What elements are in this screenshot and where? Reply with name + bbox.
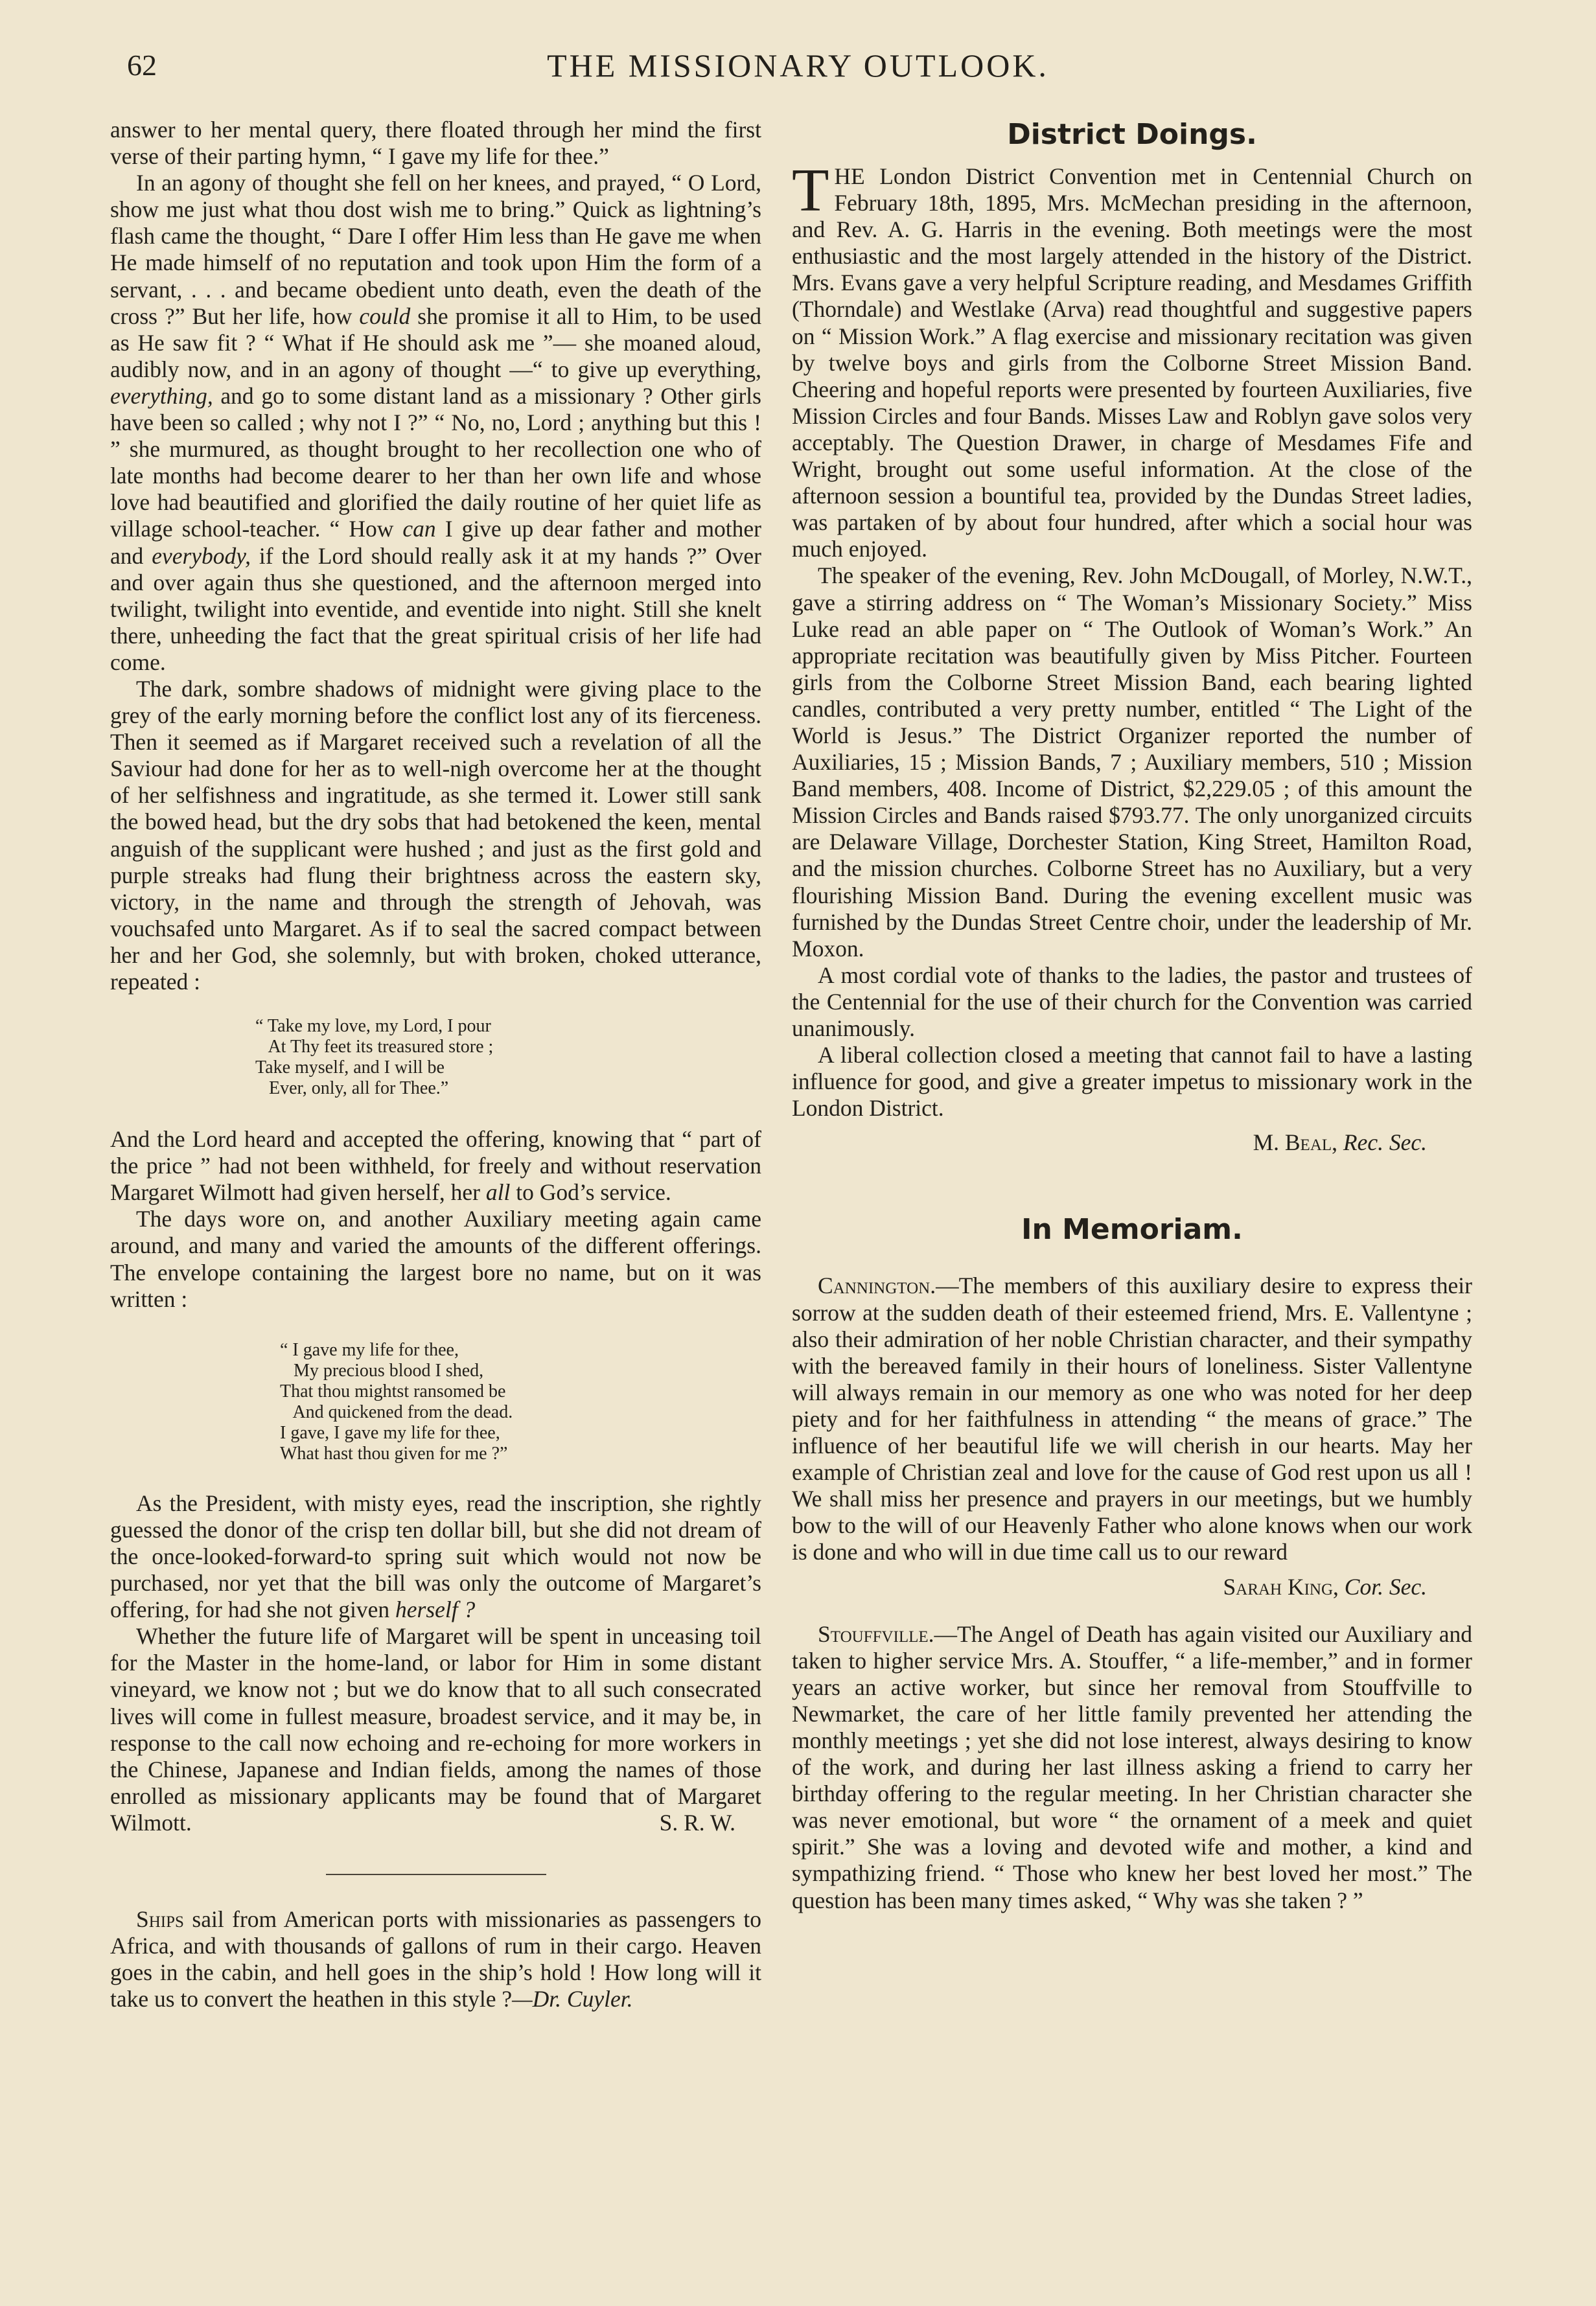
paragraph: The dark, sombre shadows of midnight were giving place to the grey of the early morning before the conflict lost any of its fierceness. Then it seemed as if Margaret received such a revelation of all the Saviour had done for her as to well-nigh overcome her at the thought of her selfishness and ingratitude, as she termed it. Lower still sank the bowed head, but the dry sobs that had betokened the keen, mental anguish of the supplicant were hushed ; and just as the first gold and purple streaks had flung their brightness across the eastern sky, victory, in the name and through the strength of Jehovah, was vouchsafed unto Margaret. As if to seal the sacred compact between her and her God, she solemnly, but with broken, choked utterance, repeated :: [110, 675, 761, 995]
paragraph: A liberal collection closed a meeting that cannot fail to have a lasting influence for good, and give a greater impetus to missionary work in the London District.: [792, 1042, 1472, 1122]
verse-line: I gave, I gave my life for thee,: [280, 1422, 500, 1443]
drop-cap: T: [792, 157, 829, 224]
verse-line: “ I gave my life for thee,: [280, 1339, 459, 1360]
quote-paragraph: Ships sail from American ports with missionaries as passengers to Africa, and with thousands of gallons of rum in their cargo. Heaven goes in the cabin, and hell goes in the ship’s hold ! How long will it take us to convert the heathen in this style ?—Dr. Cuyler.: [110, 1906, 761, 2012]
verse-line: What hast thou given for me ?”: [280, 1443, 508, 1464]
running-head: THE MISSIONARY OUTLOOK.: [547, 47, 1049, 84]
verse-line: Ever, only, all for Thee.”: [255, 1078, 449, 1099]
paragraph: As the President, with misty eyes, read the inscription, she rightly guessed the donor of the crisp ten dollar bill, but she did not dream of the once-looked-forward-to spring suit which would not now be purchased, nor yet that the bill was only the outcome of Margaret’s offering, for had she not given herself ?: [110, 1490, 761, 1623]
page-number: 62: [127, 49, 157, 82]
verse-line: That thou mightst ransomed be: [280, 1381, 506, 1401]
verse-line: At Thy feet its treasured store ;: [255, 1037, 494, 1057]
paragraph: The days wore on, and another Auxiliary meeting again came around, and many and varied the amounts of the different offerings. The envelope containing the largest bore no name, but on it was written :: [110, 1206, 761, 1312]
verse-line: And quickened from the dead.: [280, 1401, 513, 1422]
paragraph: Whether the future life of Margaret will be spent in unceasing toil for the Master in the home-land, or labor for Him in some distant vineyard, we know not ; but we do know that to all such consecrated lives will come in fullest measure, broadest service, and it may be, in response to the call now echoing and re-echoing for more workers in the Chinese, Japanese and Indian fields, among the names of those enrolled as missionary applicants may be found that of Margaret Wilmott. S. R. W.: [110, 1623, 761, 1836]
left-column: [110, 117, 761, 2012]
section-title: In Memoriam.: [1021, 1213, 1243, 1247]
paragraph: The speaker of the evening, Rev. John McDougall, of Morley, N.W.T., gave a stirring address on “ The Woman’s Missionary Society.” Miss Luke read an able paper on “ The Outlook of Woman’s Work.” An appropriate recitation was beautifully given by Miss Pitcher. Fourteen girls from the Colborne Street Mission Band, each bearing lighted candles, contributed a very pretty number, entitled “ The Light of the World is Jesus.” The District Organizer reported the number of Auxiliaries, 15 ; Mission Bands, 7 ; Auxiliary members, 510 ; Mission Band members, 408. Income of District, $2,229.05 ; of this amount the Mission Circles and Bands raised $793.77. The only unorganized circuits are Delaware Village, Dorchester Station, King Street, Hamilton Road, and the mission churches. Colborne Street has no Auxiliary, but a very flourishing Mission Band. During the evening excellent music was furnished by the Dundas Street Centre choir, under the leadership of Mr. Moxon.: [792, 562, 1472, 962]
paragraph: THE London District Convention met in Centennial Church on February 18th, 1895, Mrs. McMechan presiding in the afternoon, and Rev. A. G. Harris in the evening. Both meetings were the most enthusiastic and the most largely attended in the history of the District. Mrs. Evans gave a very helpful Scripture reading, and Mesdames Griffith (Thorndale) and Westlake (Arva) read thoughtful and suggestive papers on “ Mission Work.” A flag exercise and missionary recitation was given by twelve boys and girls from the Colborne Street Mission Band. Cheering and hopeful reports were presented by fourteen Auxiliaries, five Mission Circles and four Bands. Misses Law and Roblyn gave solos very acceptably. The Question Drawer, in charge of Mesdames Fife and Wright, brought out some useful information. At the close of the afternoon session a bountiful tea, provided by the Dundas Street ladies, was partaken of by about four hundred, after which a social hour was much enjoyed.: [792, 157, 1472, 562]
memorial-paragraph: Stouffville.—The Angel of Death has again visited our Auxiliary and taken to higher service Mrs. A. Stouffer, “ a life-member,” and in former years an active worker, but since her removal from Stouffville to Newmarket, the care of her little family prevented her attending the monthly meetings ; yet she did not lose interest, always desiring to know of the work, and during her last illness asking a friend to carry her birthday offering to the regular meeting. In her Christian character she was never emotional, but wore “ the ornament of a meek and quiet spirit.” She was a loving and devoted wife and mother, a kind and sympathizing friend. “ Those who knew her best loved her most.” The question has been many times asked, “ Why was she taken ? ”: [792, 1620, 1472, 1913]
verse-line: Take myself, and I will be: [255, 1057, 445, 1078]
author-initials: S. R. W.: [659, 1809, 735, 1836]
verse-line: “ Take my love, my Lord, I pour: [255, 1016, 491, 1037]
signature: Sarah King, Cor. Sec.: [1223, 1573, 1427, 1600]
paragraph: A most cordial vote of thanks to the ladies, the pastor and trustees of the Centennial for the use of their church for the Convention was carried unanimously.: [792, 962, 1472, 1041]
verse-line: My precious blood I shed,: [280, 1360, 484, 1381]
hymn-verse: [110, 1016, 761, 1099]
hymn-verse: [110, 1340, 761, 1464]
signature: M. Beal, Rec. Sec.: [1253, 1129, 1427, 1156]
memorial-paragraph: Cannington.—The members of this auxiliary desire to express their sorrow at the sudden death of their esteemed friend, Mrs. E. Vallentyne ; also their admiration of her noble Christian character, and their sympathy with the bereaved family in their hours of loneliness. Sister Vallentyne will always remain in our memory as one who was noted for her deep piety and for her faithfulness in attending “ the means of grace.” The influence of her beautiful life we will cherish in our hearts. May her example of Christian zeal and love for the cause of God rest upon us all ! We shall miss her presence and prayers in our meetings, but we humbly bow to the will of our Heavenly Father who alone knows when our work is done and who will in due time call us to our reward: [792, 1273, 1472, 1565]
paragraph: And the Lord heard and accepted the offering, knowing that “ part of the price ” had not been withheld, for freely and without reservation Margaret Wilmott had given herself, her all to God’s service.: [110, 1126, 761, 1206]
section-title: District Doings.: [1007, 118, 1257, 151]
section-divider: [326, 1874, 546, 1875]
paragraph: answer to her mental query, there floated through her mind the first verse of their parting hymn, “ I gave my life for thee.”: [110, 117, 761, 170]
paragraph: In an agony of thought she fell on her knees, and prayed, “ O Lord, show me just what thou dost wish me to bring.” Quick as lightning’s flash came the thought, “ Dare I offer Him less than He gave me when He made himself of no reputation and took upon Him the form of a servant, . . . and became obedient unto death, even the death of the cross ?” But her life, how could she promise it all to Him, to be used as He saw fit ? “ What if He should ask me ”— she moaned aloud, audibly now, and in an agony of thought —“ to give up everything, everything, and go to some distant land as a missionary ? Other girls have been so called ; why not I ?” “ No, no, Lord ; anything but this ! ” she murmured, as thought brought to her recollection one who of late months had become dearer to her than her own life and whose love had beautified and glorified the daily routine of her quiet life as village school-teacher. “ How can I give up dear father and mother and everybody, if the Lord should really ask it at my hands ?” Over and over again thus she questioned, and the afternoon merged into twilight, twilight into eventide, and eventide into night. Still she knelt there, unheeding the fact that the great spiritual crisis of her life had come.: [110, 170, 761, 675]
right-column: [792, 117, 1472, 1914]
